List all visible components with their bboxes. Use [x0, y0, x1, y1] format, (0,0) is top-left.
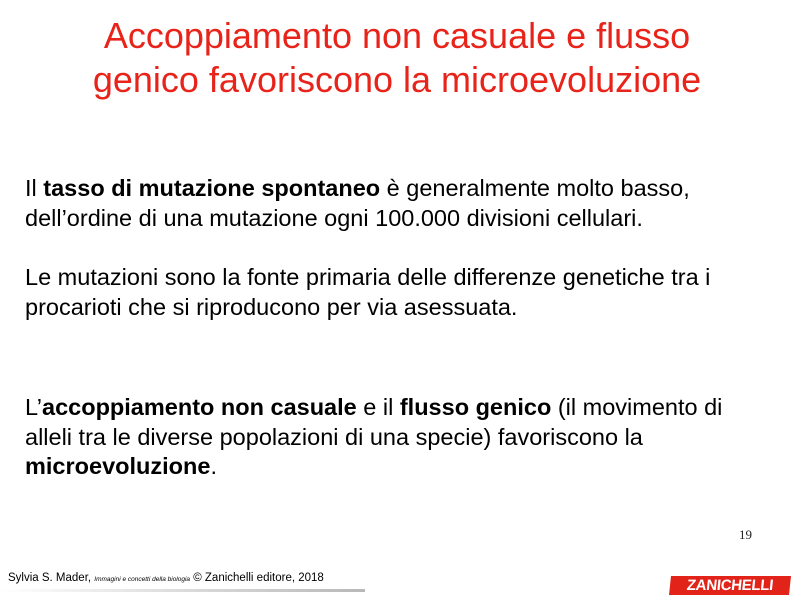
footer-publisher: © Zanichelli editore, 2018: [190, 572, 324, 584]
paragraph-1-post: è generalmente molto basso, dell’ordine di una mutazione ogni 100.000 divisioni cellulari.: [25, 175, 690, 231]
term-gene-flow: flusso genico: [399, 394, 552, 420]
footer-divider: [0, 589, 365, 592]
term-nonrandom-mating: accoppiamento non casuale: [42, 394, 357, 420]
footer: [0, 568, 365, 592]
paragraph-3-mid-1: e il: [356, 394, 400, 420]
paragraph-mutation-source: Le mutazioni sono la fonte primaria delle differenze genetiche tra i procarioti che si riproducono per via asessuata.: [25, 264, 711, 320]
paragraph-3-mid-2: (il movimento di alleli tra le diverse popolazioni di una specie) favoriscono la: [25, 394, 723, 450]
slide-title-line-2: genico favoriscono la microevoluzione: [92, 59, 702, 100]
footer-book-title: Immagini e concetti della biologia: [94, 576, 191, 583]
paragraph-1-pre: Il: [25, 175, 44, 201]
slide-title: [0, 14, 794, 102]
term-mutation-rate: tasso di mutazione spontaneo: [43, 175, 381, 201]
page-number: 19: [739, 527, 752, 542]
paragraph-microevolution: [25, 393, 770, 482]
paragraph-mutation-rate: [25, 174, 770, 233]
paragraph-3-pre: L’: [25, 394, 42, 420]
footer-credit: [8, 572, 324, 584]
paragraph-3-post: .: [210, 453, 217, 479]
zanichelli-logo: ZANICHELLI: [669, 576, 791, 595]
term-microevolution: microevoluzione: [25, 453, 211, 479]
slide-title-line-1: Accoppiamento non casuale e flusso: [103, 15, 691, 56]
footer-author: Sylvia S. Mader,: [8, 572, 95, 584]
